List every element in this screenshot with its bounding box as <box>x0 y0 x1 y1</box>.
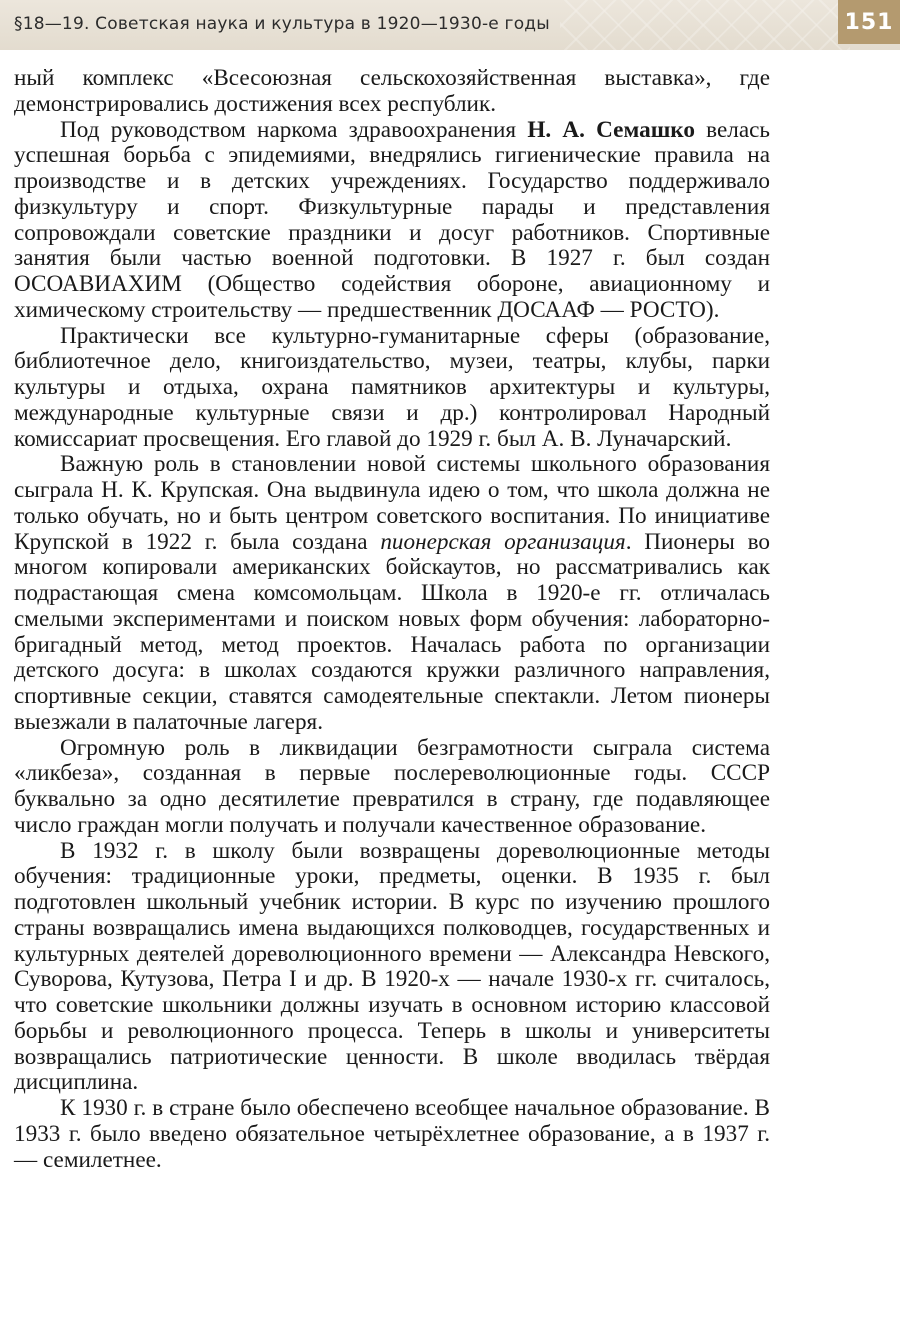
paragraph-1 <box>14 66 770 118</box>
paragraph-3-text: Практически все культурно-гуманитарные сферы (образование, библиотечное дело, книгоиздательство, музеи, театры, клубы, парки культуры и отдыха, охрана памятников архитектуры и культуры, международные культурные связи и др.) контролировал Народный комиссариат просвещения. Его главой до 1929 г. был А. В. Луначарский. <box>14 322 770 452</box>
paragraph-4 <box>14 452 770 735</box>
paragraph-1-text: ный комплекс «Всесоюзная сельскохозяйственная выставка», где демонстрировались достижения всех республик. <box>14 65 770 117</box>
paragraph-4-text-end: . Пионеры во многом копировали американских бойскаутов, но рассматривались как подрастающая смена комсомольцам. Школа в 1920-е гг. отличалась смелыми экспериментами и поиском новых форм обучения: лабораторно-бригадный метод, метод проектов. Началась работа по организации детского досуга: в школах создаются кружки различного направления, спортивные секции, ставятся самодеятельные спектакли. Летом пионеры выезжали в палаточные лагеря. <box>14 528 771 735</box>
paragraph-7 <box>14 1096 770 1173</box>
pioneer-organization-term: пионерская организация <box>380 528 626 555</box>
paragraph-4-text-start: Важную роль в становлении новой системы школьного образования сыграла Н. К. Крупская. Она выдвинула идею о том, что школа должна не только обучать, но и быть центром советского воспитания. По инициативе Крупской в 1922 г. была создана <box>14 451 770 555</box>
paragraph-2 <box>14 118 770 324</box>
paragraph-5-text: Огромную роль в ликвидации безграмотности сыграла система «ликбеза», созданная в первые послереволюционные годы. СССР буквально за одно десятилетие превратился в страну, где подавляющее число граждан могли получать и получали качественное образование. <box>14 734 770 838</box>
paragraph-2-text-end: велась успешная борьба с эпидемиями, внедрялись гигиенические правила на производстве и в детских учреждениях. Государство поддерживало физкультуру и спорт. Физкультурные парады и представления сопровождали советские праздники и досуг работников. Спортивные занятия были частью военной подготовки. В 1927 г. был создан ОСОАВИАХИМ (Общество содействия обороне, авиационному и химическому строительству — предшественник ДОСААФ — РОСТО). <box>14 116 770 323</box>
body-text <box>14 66 770 1173</box>
paragraph-2-text-start: Под руководством наркома здравоохранения <box>60 116 528 143</box>
paragraph-6-text: В 1932 г. в школу были возвращены дореволюционные методы обучения: традиционные уроки, предметы, оценки. В 1935 г. был подготовлен школьный учебник истории. В курс по изучению прошлого страны возвращались имена выдающихся полководцев, государственных и культурных деятелей дореволюционного времени — Александра Невского, Суворова, Кутузова, Петра I и др. В 1920-х — начале 1930-х гг. считалось, что советские школьники должны изучать в основном историю классовой борьбы и революционного процесса. Теперь в школы и университеты возвращались патриотические ценности. В школе вводилась твёрдая дисциплина. <box>14 837 770 1096</box>
header-ornament <box>560 0 850 50</box>
section-title: §18—19. Советская наука и культура в 1920—1930-е годы <box>14 14 550 34</box>
paragraph-3 <box>14 324 770 453</box>
paragraph-6 <box>14 839 770 1097</box>
page-number-badge: 151 <box>838 0 900 44</box>
paragraph-7-text: К 1930 г. в стране было обеспечено всеобщее начальное образование. В 1933 г. было введено обязательное четырёхлетнее образование, а в 1937 г. — семилетнее. <box>14 1095 770 1173</box>
semashko-name: Н. А. Семашко <box>527 116 695 143</box>
paragraph-5 <box>14 736 770 839</box>
page-header <box>0 0 900 50</box>
